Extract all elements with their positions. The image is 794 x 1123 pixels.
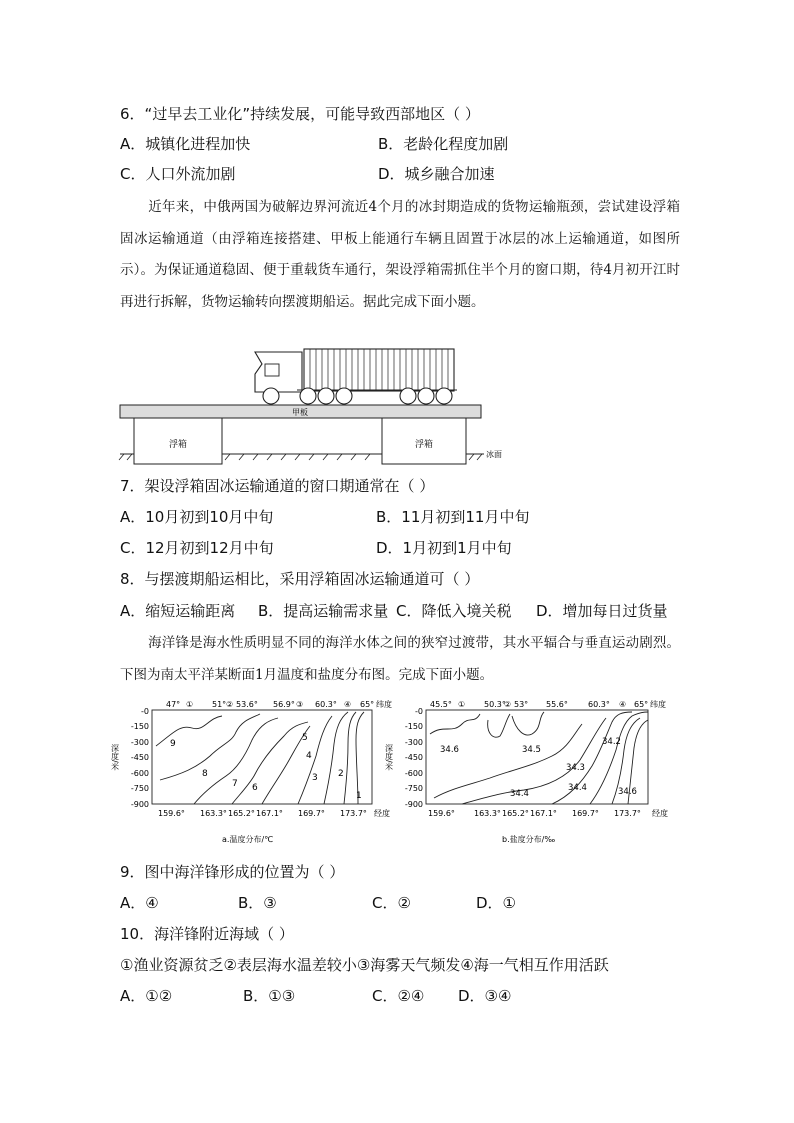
- salinity-panel: [385, 699, 669, 844]
- temp-y-label: 深度/米: [110, 744, 120, 771]
- passage-ice-channel-text: 近年来，中俄两国为破解边界河流近4个月的冰封期造成的货物运输瓶颈，尝试建设浮箱固冰运输通道（由浮箱连接搭建、甲板上能通行车辆且固置于冰层的冰上运输通道，如图所示）。为保证通道稳固、便于重载货车通行，架设浮箱需抓住半个月的窗口期，待4月初开江时再进行拆解，货物运输转向摆渡期船运。据此完成下面小题。: [120, 199, 680, 310]
- passage-ocean-front: [120, 628, 680, 691]
- temp-contour-label: 5: [302, 733, 308, 743]
- figure-pontoon-diagram: [112, 344, 512, 468]
- temp-top-label: ②: [226, 700, 234, 709]
- sal-top-label: 45.5°: [430, 700, 452, 709]
- sal-bottom-label: 165.2°: [502, 809, 529, 818]
- temp-y-tick: -450: [130, 753, 149, 762]
- sal-contour-label: 34.6: [440, 745, 459, 755]
- sal-y-tick: -900: [404, 800, 423, 809]
- q9-option-b: B．③: [238, 894, 277, 912]
- temp-bottom-label: 159.6°: [158, 809, 185, 818]
- q6-stem: 6．“过早去工业化”持续发展，可能导致西部地区（ ）: [120, 105, 480, 123]
- sal-y-label: 深度/米: [384, 744, 394, 771]
- temp-top-label: ①: [186, 700, 194, 709]
- temp-contour-label: 6: [252, 783, 258, 793]
- temp-top-label: 53.6°: [236, 700, 258, 709]
- sal-top-label: 53°: [514, 700, 529, 709]
- temp-top-label: 60.3°: [315, 700, 337, 709]
- q8-option-d: D．增加每日过货量: [536, 602, 668, 620]
- pontoon-left-label: 浮箱: [168, 440, 188, 450]
- temp-y-tick: -300: [130, 738, 149, 747]
- sal-bottom-label: 159.6°: [428, 809, 455, 818]
- q9-stem: 9．图中海洋锋形成的位置为（ ）: [120, 863, 345, 881]
- q10-option-a: A．①②: [120, 987, 173, 1005]
- sal-top-label: ④: [619, 700, 627, 709]
- temp-contour-label: 9: [170, 739, 176, 749]
- temp-contour-label: 3: [312, 773, 318, 783]
- q9-option-a: A．④: [120, 894, 159, 912]
- temp-top-label: 纬度: [376, 700, 392, 709]
- q10-stem: 10．海洋锋附近海域（ ）: [120, 925, 294, 943]
- sal-bottom-label: 169.7°: [572, 809, 599, 818]
- q8-option-c: C．降低入境关税: [396, 602, 512, 620]
- temp-bottom-label: 173.7°: [340, 809, 367, 818]
- temp-bottom-label: 经度: [374, 809, 390, 818]
- sal-y-tick: -450: [404, 753, 423, 762]
- temp-contour-label: 8: [202, 769, 208, 779]
- sal-y-tick: -600: [404, 769, 423, 778]
- sal-top-label: 55.6°: [546, 700, 568, 709]
- deck-label: 甲板: [292, 408, 308, 417]
- q7-option-d: D．1月初到1月中旬: [376, 539, 512, 557]
- sal-y-tick: -0: [415, 707, 423, 716]
- sal-top-label: 65°: [634, 700, 649, 709]
- temp-top-label: 47°: [166, 700, 181, 709]
- temp-top-label: ④: [344, 700, 352, 709]
- q8-option-b: B．提高运输需求量: [258, 602, 389, 620]
- temp-y-tick: -750: [130, 784, 149, 793]
- sal-contour-label: 34.2: [602, 737, 621, 747]
- temp-bottom-label: 163.3°: [200, 809, 227, 818]
- q7-option-b: B．11月初到11月中旬: [376, 508, 530, 526]
- q6-option-d: D．城乡融合加速: [378, 165, 495, 183]
- temp-contour-label: 7: [232, 779, 238, 789]
- sal-bottom-label: 173.7°: [614, 809, 641, 818]
- sal-top-label: 50.3°: [484, 700, 506, 709]
- q10-statements: ①渔业资源贫乏②表层海水温差较小③海雾天气频发④海一气相互作用活跃: [120, 956, 609, 974]
- q9-option-d: D．①: [476, 894, 516, 912]
- sal-contour-label: 34.4: [510, 789, 529, 799]
- temp-top-label: 51°: [212, 700, 227, 709]
- sal-top-label: ①: [458, 700, 466, 709]
- sal-top-label: 纬度: [650, 700, 666, 709]
- sal-y-tick: -750: [404, 784, 423, 793]
- sal-bottom-label: 163.3°: [474, 809, 501, 818]
- temp-bottom-label: 165.2°: [228, 809, 255, 818]
- passage-ice-channel: [120, 192, 680, 318]
- pontoon-right-label: 浮箱: [414, 440, 434, 450]
- temp-y-tick: -0: [141, 707, 149, 716]
- sal-top-label: 60.3°: [588, 700, 610, 709]
- sal-contour-label: 34.4: [568, 783, 587, 793]
- temp-bottom-label: 169.7°: [298, 809, 325, 818]
- sal-bottom-label: 经度: [652, 809, 668, 818]
- temp-contour-label: 4: [306, 751, 312, 761]
- temp-caption: a.温度分布/℃: [222, 835, 274, 844]
- temp-bottom-label: 167.1°: [256, 809, 283, 818]
- temp-top-label: 65°: [360, 700, 375, 709]
- temp-contour-label: 2: [338, 769, 344, 779]
- sal-y-tick: -300: [404, 738, 423, 747]
- temperature-panel: [111, 699, 393, 844]
- sal-y-tick: -150: [404, 722, 423, 731]
- sal-contour-label: 34.3: [566, 763, 585, 773]
- passage-ocean-front-text: 海洋锋是海水性质明显不同的海洋水体之间的狭窄过渡带，其水平辐合与垂直运动剧烈。下图为南太平洋某断面1月温度和盐度分布图。完成下面小题。: [120, 635, 680, 683]
- q8-option-a: A．缩短运输距离: [120, 602, 236, 620]
- q7-option-c: C．12月初到12月中旬: [120, 539, 274, 557]
- temp-top-label: ③: [296, 700, 304, 709]
- ice-label: 冰面: [486, 450, 502, 459]
- q7-stem: 7．架设浮箱固冰运输通道的窗口期通常在（ ）: [120, 477, 435, 495]
- q7-option-a: A．10月初到10月中旬: [120, 508, 274, 526]
- sal-contour-label: 34.5: [522, 745, 541, 755]
- q8-stem: 8．与摆渡期船运相比，采用浮箱固冰运输通道可（ ）: [120, 570, 480, 588]
- figure-ocean-sections: [112, 694, 682, 854]
- sal-bottom-label: 167.1°: [530, 809, 557, 818]
- sal-contour-label: 34.6: [618, 787, 637, 797]
- q6-option-b: B．老龄化程度加剧: [378, 135, 509, 153]
- temp-y-tick: -150: [130, 722, 149, 731]
- q9-option-c: C．②: [372, 894, 411, 912]
- q6-option-c: C．人口外流加剧: [120, 165, 236, 183]
- q10-option-b: B．①③: [243, 987, 296, 1005]
- sal-caption: b.盐度分布/‰: [502, 835, 556, 844]
- q6-option-a: A．城镇化进程加快: [120, 135, 251, 153]
- temp-top-label: 56.9°: [273, 700, 295, 709]
- q10-option-c: C．②④: [372, 987, 425, 1005]
- temp-y-tick: -900: [130, 800, 149, 809]
- sal-top-label: ②: [504, 700, 512, 709]
- q10-option-d: D．③④: [458, 987, 512, 1005]
- temp-y-tick: -600: [130, 769, 149, 778]
- temp-contour-label: 1: [356, 791, 362, 801]
